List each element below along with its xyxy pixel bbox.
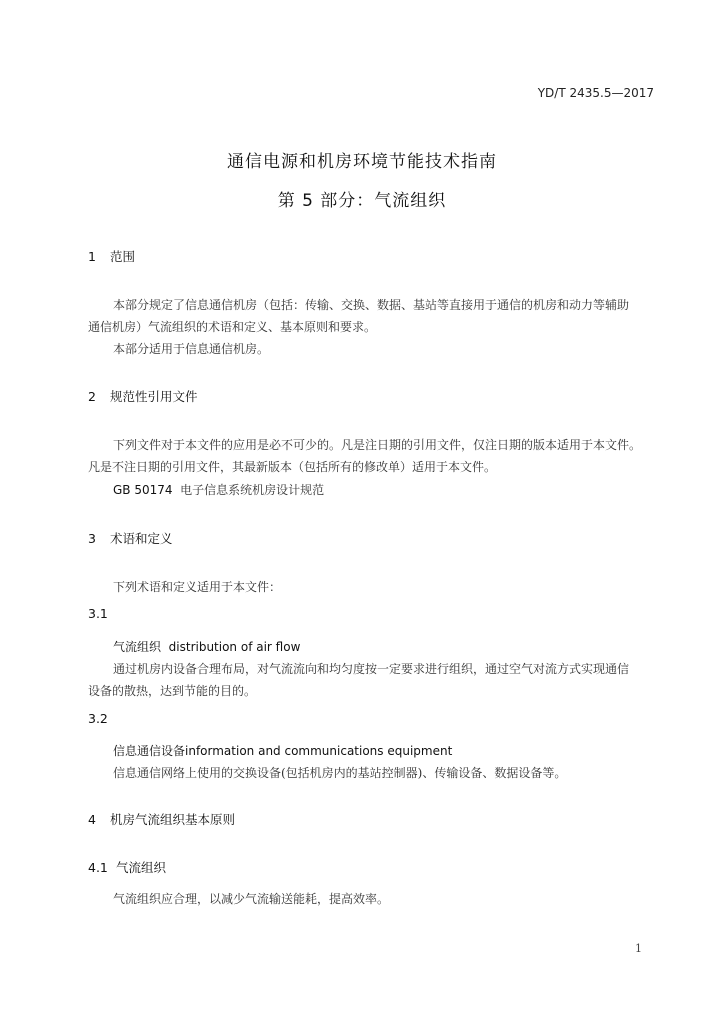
term-entry [113, 742, 452, 759]
document-title: 通信电源和机房环境节能技术指南 [227, 152, 497, 172]
paragraph-line: 通信机房）气流组织的术语和定义、基本原则和要求。 [88, 320, 377, 334]
paragraph-line: 下列文件对于本文件的应用是必不可少的。凡是注日期的引用文件，仅注日期的版本适用于本文件。 [113, 438, 642, 452]
reference-code: GB 50174 [113, 483, 173, 497]
subsection-title: 气流组织 [116, 860, 167, 875]
subsection-4-1-heading [88, 858, 166, 876]
reference-title: 电子信息系统机房设计规范 [180, 483, 325, 497]
section-3-heading [88, 529, 173, 547]
term-number: 3.2 [88, 711, 108, 726]
reference-line [113, 481, 324, 498]
section-title: 术语和定义 [110, 531, 173, 546]
section-title: 范围 [110, 249, 136, 264]
term-en: distribution of air flow [168, 640, 301, 654]
section-4-heading [88, 810, 235, 828]
section-number: 1 [88, 249, 96, 264]
standard-number: YD/T 2435.5—2017 [537, 86, 654, 100]
paragraph-line: 本部分规定了信息通信机房（包括：传输、交换、数据、基站等直接用于通信的机房和动力等辅助 [113, 298, 630, 312]
term-zh: 气流组织 [113, 640, 162, 654]
section-title: 机房气流组织基本原则 [110, 812, 236, 827]
section-title: 规范性引用文件 [110, 389, 198, 404]
paragraph-line: 本部分适用于信息通信机房。 [113, 342, 270, 356]
term-zh: 信息通信设备 [113, 744, 186, 758]
section-number: 2 [88, 389, 96, 404]
paragraph-line: 信息通信网络上使用的交换设备(包括机房内的基站控制器)、传输设备、数据设备等。 [113, 766, 567, 780]
paragraph-line: 气流组织应合理，以减少气流输送能耗，提高效率。 [113, 892, 390, 906]
section-1-heading [88, 247, 135, 265]
paragraph-line: 下列术语和定义适用于本文件： [113, 580, 282, 594]
section-2-heading [88, 387, 198, 405]
term-number: 3.1 [88, 606, 108, 621]
page-number: 1 [635, 942, 642, 955]
paragraph-line: 凡是不注日期的引用文件，其最新版本（包括所有的修改单）适用于本文件。 [88, 460, 497, 474]
section-number: 3 [88, 531, 96, 546]
term-en: information and communications equipment [185, 744, 453, 758]
term-entry [113, 638, 300, 655]
paragraph-line: 设备的散热，达到节能的目的。 [88, 684, 257, 698]
paragraph-line: 通过机房内设备合理布局，对气流流向和均匀度按一定要求进行组织，通过空气对流方式实现通信 [113, 662, 630, 676]
section-number: 4 [88, 812, 96, 827]
document-subtitle: 第 5 部分：气流组织 [277, 191, 447, 211]
subsection-number: 4.1 [88, 860, 108, 875]
